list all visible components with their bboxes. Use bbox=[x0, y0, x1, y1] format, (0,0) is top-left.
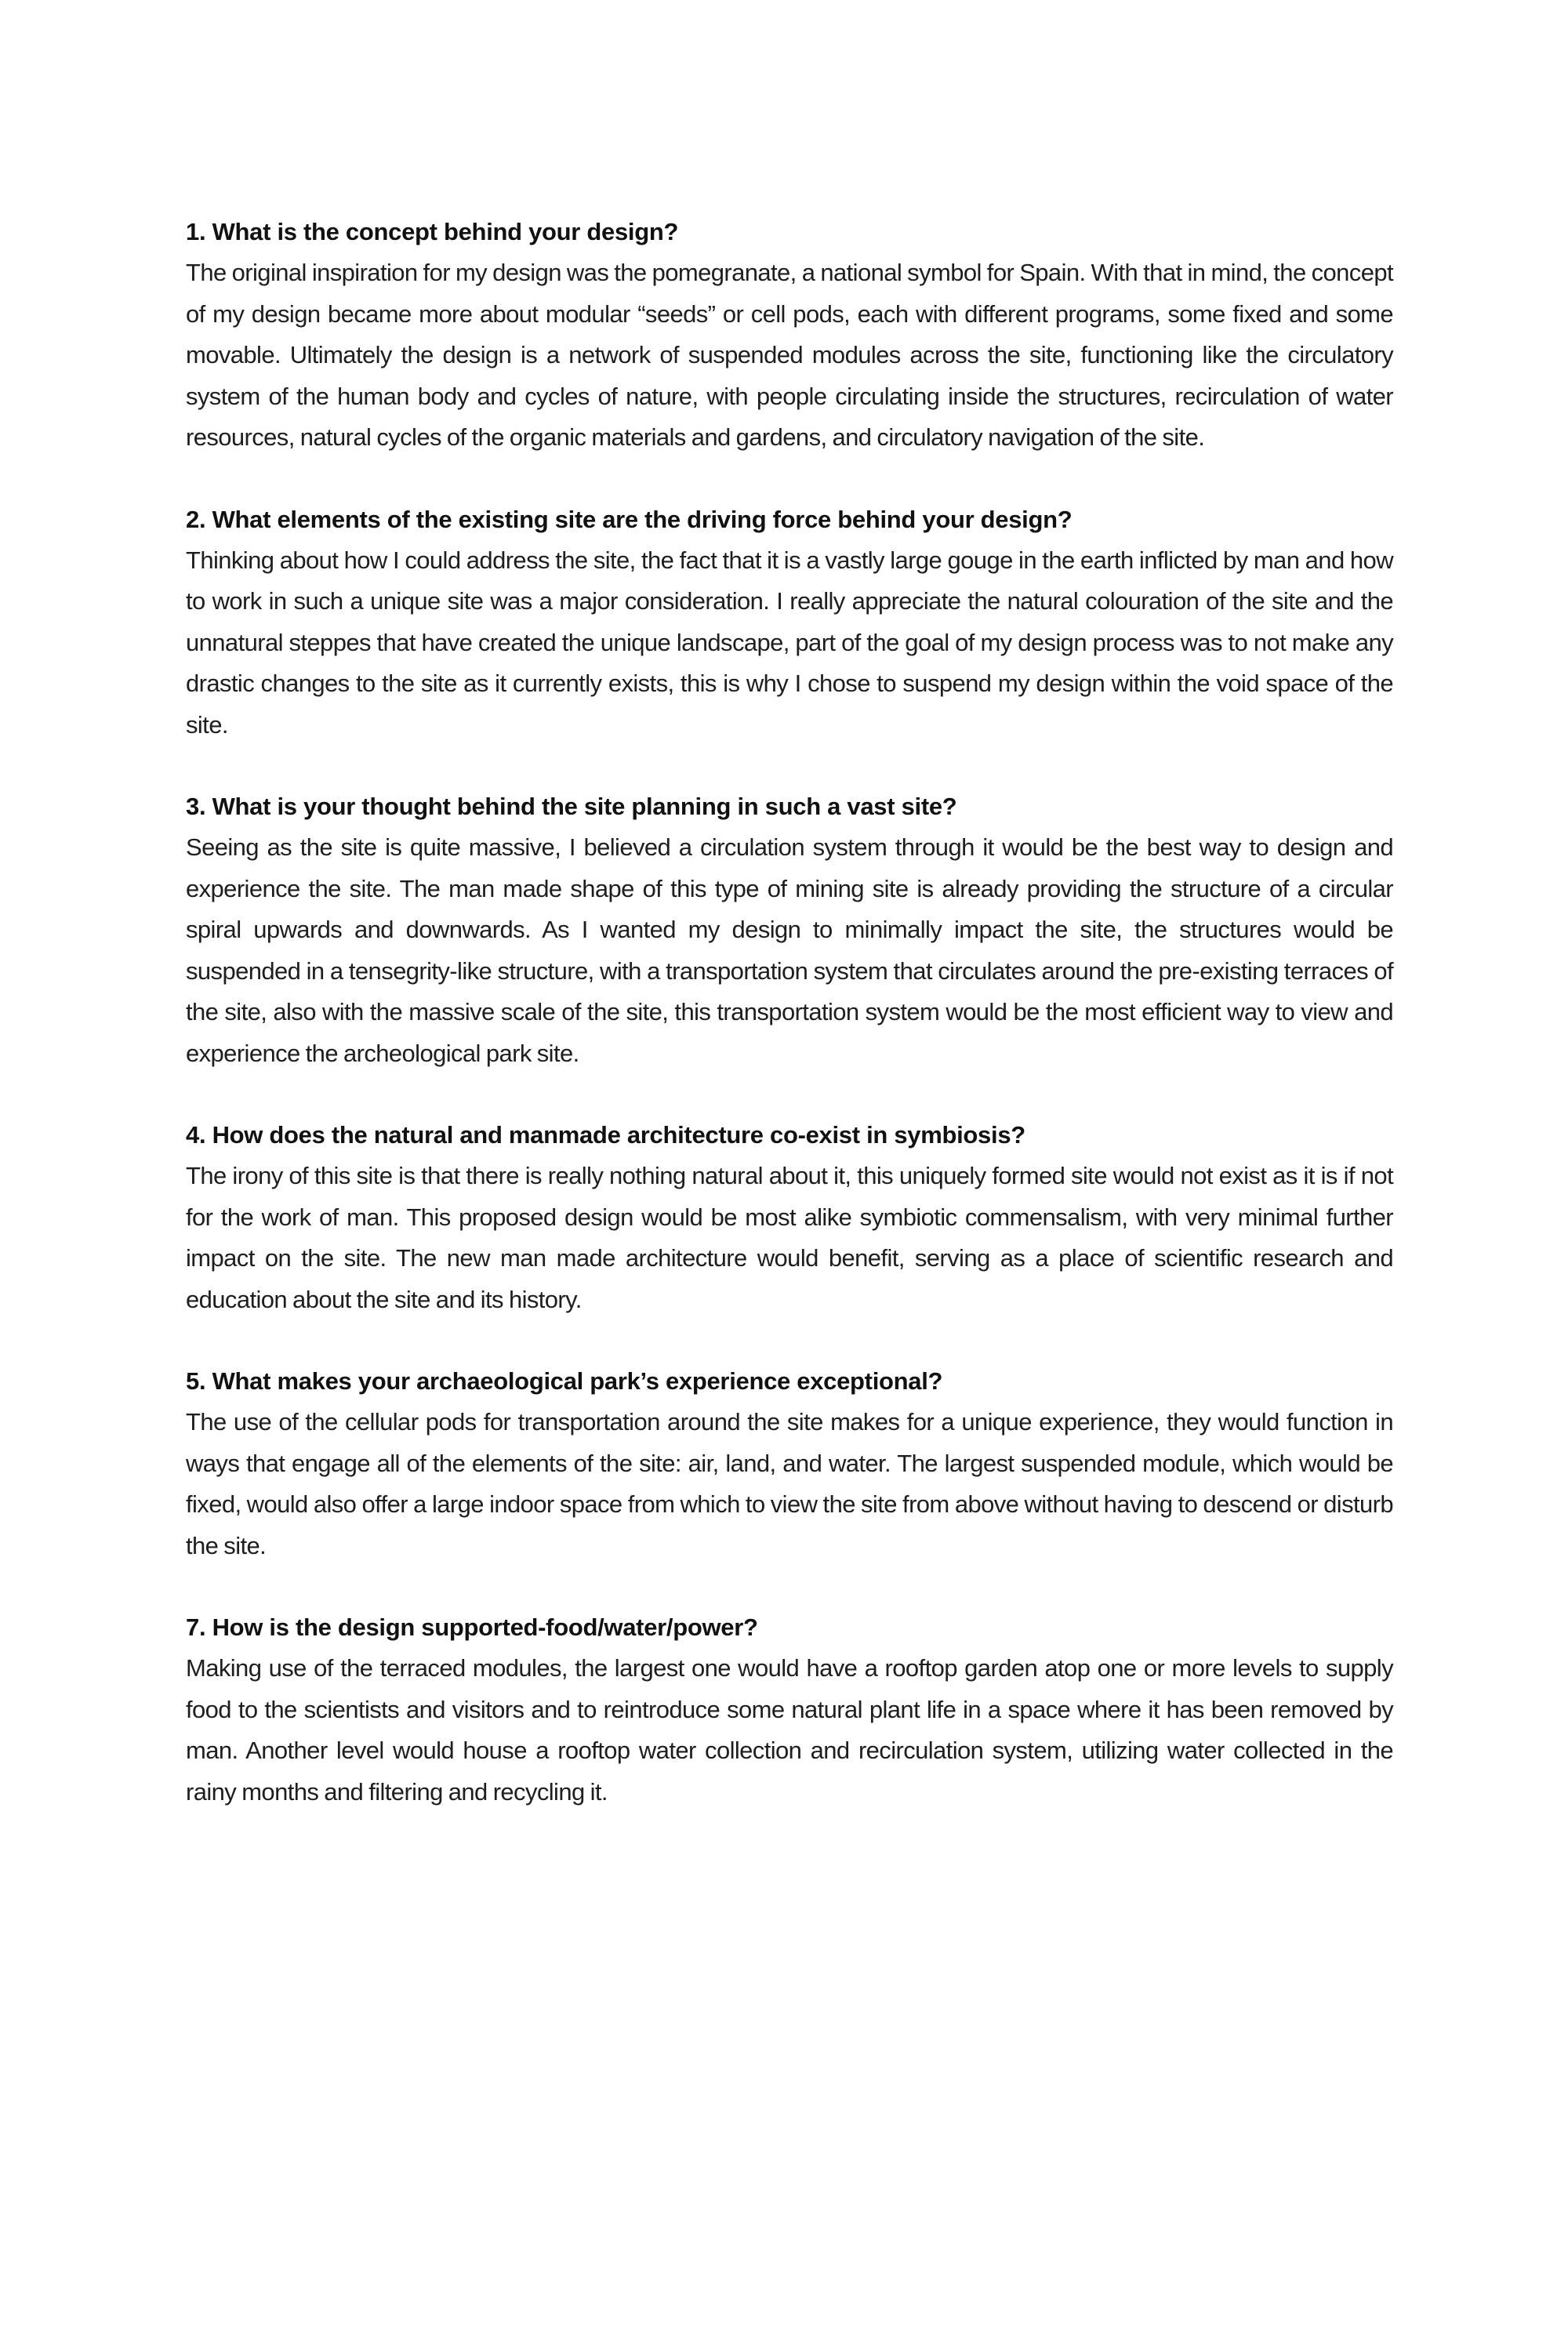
question-heading: 3. What is your thought behind the site planning in such a vast site? bbox=[186, 793, 957, 820]
answer-paragraph: Thinking about how I could address the site, the fact that it is a vastly large gouge in the earth inflicted by man and how to work in such a unique site was a major consideration. I really appreciate the natural colouration of the site and the unnatural steppes that have created the unique landscape, part of the goal of my design process was to not make any drastic changes to the site as it currently exists, this is why I chose to suspend my design within the void space of the site. bbox=[186, 546, 1393, 739]
qa-section-3 bbox=[186, 786, 1393, 1074]
qa-section-2 bbox=[186, 499, 1393, 746]
answer-paragraph: Making use of the terraced modules, the largest one would have a rooftop garden atop one or more levels to supply food to the scientists and visitors and to reintroduce some natural plant life in a space where it has been removed by man. Another level would house a rooftop water collection and recirculation system, utilizing water collected in the rainy months and filtering and recycling it. bbox=[186, 1654, 1393, 1806]
qa-section-5 bbox=[186, 1361, 1393, 1566]
question-heading: 1. What is the concept behind your design? bbox=[186, 218, 679, 245]
answer-paragraph: Seeing as the site is quite massive, I believed a circulation system through it would be the best way to design and experience the site. The man made shape of this type of mining site is already providing the structure of a circular spiral upwards and downwards. As I wanted my design to minimally impact the site, the structures would be suspended in a tensegrity-like structure, with a transportation system that circulates around the pre-existing terraces of the site, also with the massive scale of the site, this transportation system would be the most efficient way to view and experience the archeological park site. bbox=[186, 833, 1393, 1067]
document-page bbox=[186, 212, 1393, 1853]
qa-section-7 bbox=[186, 1607, 1393, 1813]
question-heading: 4. How does the natural and manmade architecture co-exist in symbiosis? bbox=[186, 1121, 1025, 1149]
question-heading: 2. What elements of the existing site are the driving force behind your design? bbox=[186, 505, 1073, 533]
question-heading: 7. How is the design supported-food/water/power? bbox=[186, 1613, 758, 1641]
qa-section-1 bbox=[186, 212, 1393, 459]
qa-section-4 bbox=[186, 1115, 1393, 1320]
question-heading: 5. What makes your archaeological park’s experience exceptional? bbox=[186, 1367, 943, 1395]
answer-paragraph: The original inspiration for my design was the pomegranate, a national symbol for Spain. With that in mind, the concept of my design became more about modular “seeds” or cell pods, each with different programs, some fixed and some movable. Ultimately the design is a network of suspended modules across the site, functioning like the circulatory system of the human body and cycles of nature, with people circulating inside the structures, recirculation of water resources, natural cycles of the organic materials and gardens, and circulatory navigation of the site. bbox=[186, 259, 1393, 451]
answer-paragraph: The irony of this site is that there is really nothing natural about it, this uniquely formed site would not exist as it is if not for the work of man. This proposed design would be most alike symbiotic commensalism, with very minimal further impact on the site. The new man made architecture would benefit, serving as a place of scientific research and education about the site and its history. bbox=[186, 1162, 1393, 1313]
answer-paragraph: The use of the cellular pods for transportation around the site makes for a unique experience, they would function in ways that engage all of the elements of the site: air, land, and water. The largest suspended module, which would be fixed, would also offer a large indoor space from which to view the site from above without having to descend or disturb the site. bbox=[186, 1408, 1393, 1559]
